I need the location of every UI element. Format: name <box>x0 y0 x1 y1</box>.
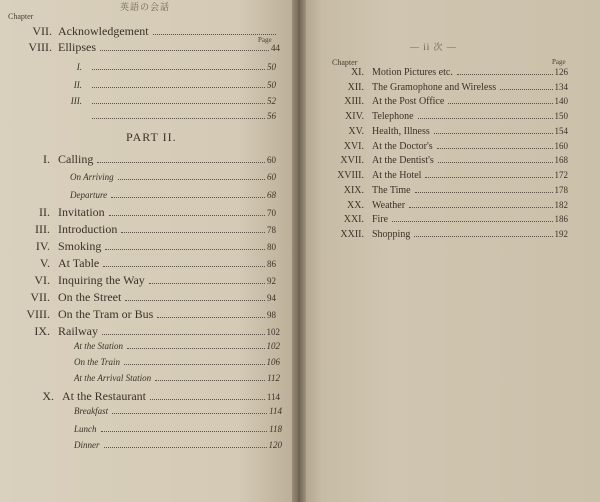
toc-title: Fire <box>372 214 389 225</box>
toc-title: On the Tram or Bus <box>58 307 154 321</box>
toc-entry <box>70 172 276 183</box>
toc-number: XIII. <box>344 96 364 107</box>
toc-page: 98 <box>267 310 276 320</box>
toc-number: IV. <box>35 239 50 253</box>
toc-number: VII. <box>30 290 50 304</box>
toc-entry <box>74 440 282 451</box>
toc-page: 60 <box>267 155 276 165</box>
toc-page: 94 <box>267 293 276 303</box>
toc-page: 68 <box>267 190 276 200</box>
toc-number: XX. <box>347 200 364 211</box>
toc-number: XXII. <box>340 229 364 240</box>
toc-entry <box>90 80 276 91</box>
left-page <box>0 0 298 502</box>
dot-leader <box>414 236 552 237</box>
toc-entry <box>372 67 568 78</box>
dot-leader <box>457 74 553 75</box>
toc-entry <box>74 341 280 352</box>
toc-title: Acknowledgement <box>58 24 149 38</box>
toc-entry <box>58 307 276 322</box>
toc-entry <box>58 24 278 39</box>
dot-leader <box>100 50 269 51</box>
toc-page: 118 <box>269 424 282 434</box>
toc-entry <box>372 82 568 93</box>
toc-entry <box>372 126 568 137</box>
toc-title: The Gramophone and Wireless <box>372 82 497 93</box>
toc-entry <box>74 373 280 384</box>
toc-number: XIX. <box>343 185 364 196</box>
toc-page: 78 <box>267 225 276 235</box>
dot-leader <box>415 192 553 193</box>
dot-leader <box>448 103 552 104</box>
toc-title: Smoking <box>58 239 102 253</box>
toc-title: Lunch <box>74 424 97 434</box>
toc-page: 192 <box>554 229 568 239</box>
toc-page: 140 <box>554 96 568 106</box>
running-header: 英語の会話 <box>120 2 171 12</box>
page-label: Page <box>552 58 566 66</box>
dot-leader <box>157 317 265 318</box>
toc-number: II. <box>39 205 50 219</box>
toc-number: II. <box>73 80 82 90</box>
toc-entry <box>74 357 280 368</box>
right-page <box>298 0 600 502</box>
toc-number: VI. <box>34 273 50 287</box>
dot-leader <box>155 380 265 381</box>
toc-page: 168 <box>554 155 568 165</box>
dot-leader <box>109 215 265 216</box>
toc-entry <box>372 229 568 240</box>
dot-leader <box>153 34 276 35</box>
toc-title: At the Restaurant <box>62 389 146 403</box>
toc-title: At the Arrival Station <box>74 373 152 383</box>
toc-number: XVIII. <box>337 170 364 181</box>
toc-entry <box>70 190 276 201</box>
dot-leader <box>102 334 265 335</box>
toc-number: XI. <box>350 67 364 78</box>
toc-page: 186 <box>554 214 568 224</box>
toc-entry <box>372 96 568 107</box>
dot-leader <box>127 348 265 349</box>
toc-title: At Table <box>58 256 100 270</box>
toc-entry <box>58 222 276 237</box>
toc-title: At the Doctor's <box>372 141 433 152</box>
toc-page: 102 <box>266 327 280 337</box>
dot-leader <box>121 232 265 233</box>
toc-page: 92 <box>267 276 276 286</box>
toc-entry <box>372 111 568 122</box>
dot-leader <box>418 118 553 119</box>
dot-leader <box>437 148 553 149</box>
toc-entry <box>58 40 280 55</box>
toc-entry <box>58 324 280 339</box>
toc-title: Dinner <box>74 440 100 450</box>
toc-title: At the Dentist's <box>372 155 434 166</box>
toc-page: 106 <box>266 357 280 367</box>
toc-number: I. <box>43 152 50 166</box>
toc-title: At the Post Office <box>372 96 445 107</box>
toc-entry <box>74 424 282 435</box>
toc-title: Shopping <box>372 229 411 240</box>
toc-title: At the Hotel <box>372 170 422 181</box>
toc-entry <box>58 239 276 254</box>
toc-number: XIV. <box>345 111 364 122</box>
dot-leader <box>434 133 553 134</box>
toc-number: XV. <box>348 126 364 137</box>
page-label: Page <box>258 36 272 44</box>
chapter-label: Chapter <box>332 58 358 67</box>
dot-leader <box>150 399 265 400</box>
toc-title: Motion Pictures etc. <box>372 67 453 78</box>
toc-entry <box>372 200 568 211</box>
dot-leader <box>92 118 265 119</box>
toc-number: I. <box>76 62 82 72</box>
toc-title: The Time <box>372 185 411 196</box>
toc-entry <box>90 62 276 73</box>
toc-entry <box>372 155 568 166</box>
toc-page: 126 <box>554 67 568 77</box>
toc-entry <box>372 185 568 196</box>
chapter-label: Chapter <box>8 12 34 21</box>
dot-leader <box>103 266 265 267</box>
toc-title: At the Station <box>74 341 123 351</box>
toc-page: 178 <box>554 185 568 195</box>
toc-title: Ellipses <box>58 40 96 54</box>
toc-title: On the Street <box>58 290 122 304</box>
toc-title: Railway <box>58 324 98 338</box>
dot-leader <box>92 69 265 70</box>
toc-number: V. <box>39 256 50 270</box>
dot-leader <box>104 447 267 448</box>
toc-page: 44 <box>271 43 280 53</box>
toc-title: Weather <box>372 200 406 211</box>
toc-title: On the Train <box>74 357 121 367</box>
dot-leader <box>125 300 265 301</box>
toc-entry <box>58 256 276 271</box>
toc-number: XXI. <box>343 214 364 225</box>
toc-number: XII. <box>347 82 364 93</box>
toc-title: Invitation <box>58 205 105 219</box>
dot-leader <box>101 431 268 432</box>
dot-leader <box>500 89 552 90</box>
toc-entry <box>372 170 568 181</box>
toc-number: IX. <box>34 324 50 338</box>
toc-entry <box>372 141 568 152</box>
dot-leader <box>111 197 265 198</box>
toc-page: 134 <box>554 82 568 92</box>
toc-page: 172 <box>554 170 568 180</box>
toc-title: Departure <box>70 190 108 200</box>
dot-leader <box>425 177 552 178</box>
toc-page: 52 <box>267 96 276 106</box>
toc-number: VIII. <box>28 40 52 54</box>
toc-entry <box>90 96 276 107</box>
toc-entry <box>74 406 282 417</box>
toc-page: 114 <box>269 406 282 416</box>
toc-entry <box>58 152 276 167</box>
dot-leader <box>149 283 265 284</box>
toc-title: Health, Illness <box>372 126 430 137</box>
part-title: PART II. <box>126 130 177 144</box>
toc-title: Introduction <box>58 222 118 236</box>
toc-number: III. <box>70 96 82 106</box>
dot-leader <box>92 87 265 88</box>
toc-title: Inquiring the Way <box>58 273 145 287</box>
book-gutter <box>292 0 306 502</box>
dot-leader <box>409 207 552 208</box>
dot-leader <box>105 249 265 250</box>
toc-title: On Arriving <box>70 172 114 182</box>
dot-leader <box>124 364 264 365</box>
dot-leader <box>118 179 265 180</box>
toc-title: Telephone <box>372 111 414 122</box>
toc-page: 70 <box>267 208 276 218</box>
toc-page: 160 <box>554 141 568 151</box>
toc-entry <box>372 214 568 225</box>
toc-number: X. <box>42 389 54 403</box>
toc-entry <box>58 273 276 288</box>
toc-page: 114 <box>266 392 280 402</box>
toc-number: VIII. <box>26 307 50 321</box>
dot-leader <box>92 103 265 104</box>
toc-title: Breakfast <box>74 406 109 416</box>
toc-page: 60 <box>267 172 276 182</box>
toc-page: 102 <box>266 341 280 351</box>
toc-page: 50 <box>267 62 276 72</box>
toc-page: 112 <box>267 373 280 383</box>
toc-number: VII. <box>32 24 52 38</box>
toc-page: 80 <box>267 242 276 252</box>
toc-entry <box>62 389 280 404</box>
toc-page: 150 <box>554 111 568 121</box>
toc-number: XVII. <box>340 155 364 166</box>
toc-page: 154 <box>554 126 568 136</box>
toc-page: 182 <box>554 200 568 210</box>
toc-entry <box>58 205 276 220</box>
toc-entry <box>90 111 276 122</box>
running-header: — ii 次 — <box>410 42 457 52</box>
toc-page: 120 <box>268 440 282 450</box>
toc-entry <box>58 290 276 305</box>
toc-page: 56 <box>267 111 276 121</box>
dot-leader <box>97 162 265 163</box>
toc-number: XVI. <box>343 141 364 152</box>
dot-leader <box>438 162 553 163</box>
toc-title: Calling <box>58 152 94 166</box>
dot-leader <box>392 221 552 222</box>
toc-page: 50 <box>267 80 276 90</box>
toc-number: III. <box>35 222 50 236</box>
toc-page: 86 <box>267 259 276 269</box>
dot-leader <box>112 413 267 414</box>
